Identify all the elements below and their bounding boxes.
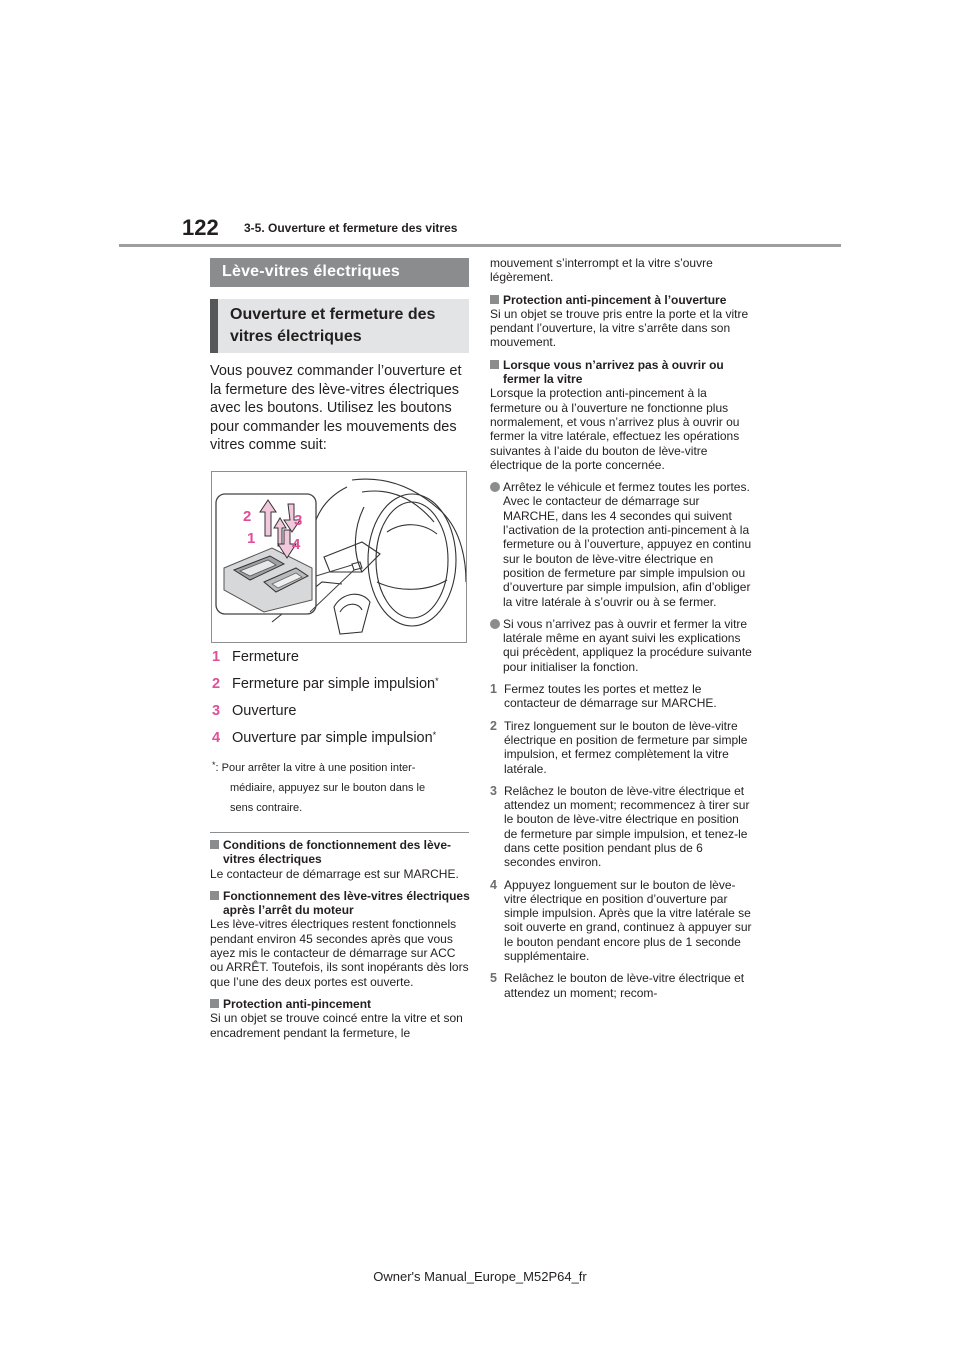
note-title: Protection anti-pincement — [210, 997, 470, 1011]
legend-number: 2 — [212, 676, 221, 692]
figure-label-2: 2 — [243, 508, 252, 525]
legend-text: Fermeture par simple impulsion — [232, 676, 436, 692]
step-text: Relâchez le bouton de lève-vitre électrique et attendez un moment; recom- — [504, 971, 745, 1000]
subheading-box — [210, 299, 469, 353]
step-number: 3 — [490, 783, 497, 798]
bullet-item — [490, 480, 752, 609]
note-body: Le contacteur de démarrage est sur MARCHE. — [210, 866, 459, 881]
note-title: Conditions de fonctionnement des lève-vitres électriques — [210, 838, 470, 867]
figure-label-4: 4 — [292, 536, 301, 553]
footnote-star: * — [435, 676, 439, 686]
legend-item — [212, 730, 472, 757]
bullet-dot — [490, 619, 500, 629]
header-rule — [119, 244, 841, 247]
page-footer: Owner's Manual_Europe_M52P64_fr — [373, 1269, 587, 1284]
legend-item — [212, 649, 472, 676]
window-switch-illustration — [211, 471, 467, 643]
bullet-dot — [490, 482, 500, 492]
footnote — [212, 758, 474, 818]
subheading-title: Ouverture et fermeture des vitres électriques — [230, 306, 436, 345]
step-number: 4 — [490, 877, 497, 892]
note-body: Les lève-vitres électriques restent fonctionnels pendant environ 45 secondes après que vous ayez mis le contacteur de démarrage sur ACC ou ARRÊT. Toutefois, ils sont inopérants dès lors que l’une des deux portes est ouverte. — [210, 917, 469, 989]
note-title: Fonctionnement des lève-vitres électriques après l’arrêt du moteur — [210, 889, 470, 918]
step-item — [490, 719, 752, 776]
step-item — [490, 971, 752, 1000]
step-number: 2 — [490, 718, 497, 733]
legend-number: 1 — [212, 649, 221, 665]
notes-left-column — [210, 838, 470, 1048]
legend-number: 3 — [212, 703, 221, 719]
footnote-line: médiaire, appuyez sur le bouton dans le — [230, 782, 426, 794]
legend-item — [212, 676, 472, 703]
legend-number: 4 — [212, 730, 221, 746]
step-text: Relâchez le bouton de lève-vitre électrique et attendez un moment; recommencez à tirer sur le bouton de lève-vitre électrique en position de fermeture par simple impulsion, et tenez-le dans cette position pendant plus de 6 secondes environ. — [504, 783, 750, 870]
legend-text: Ouverture par simple impulsion — [232, 730, 433, 746]
intro-paragraph: Vous pouvez commander l’ouverture et la fermeture des lève-vitres électriques avec les boutons. Utilisez les boutons pour commander les mouvements des vitres comme suit: — [210, 363, 462, 454]
note-title: Protection anti-pincement à l’ouverture — [490, 293, 752, 307]
step-item — [490, 784, 752, 870]
running-header: 3-5. Ouverture et fermeture des vitres — [244, 221, 458, 235]
bullet-item — [490, 617, 752, 674]
figure-legend — [212, 649, 472, 757]
page-number: 122 — [182, 215, 219, 240]
figure-label-1: 1 — [247, 530, 256, 547]
heading-bar — [210, 258, 469, 287]
heading-title: Lève-vitres électriques — [222, 263, 401, 280]
step-text: Tirez longuement sur le bouton de lève-vitre électrique en position de fermeture par simple impulsion, et fermez complètement la vitre latérale. — [504, 718, 748, 776]
footnote-star: * — [432, 730, 437, 740]
figure-label-3: 3 — [294, 512, 303, 529]
step-item — [490, 682, 752, 711]
note-body-continued: mouvement s’interrompt et la vitre s’ouvre légèrement. — [490, 256, 713, 285]
step-item — [490, 878, 752, 964]
footnote-line: : Pour arrêter la vitre à une position inter- — [215, 762, 416, 774]
step-text: Appuyez longuement sur le bouton de lève-vitre électrique en position d’ouverture par simple impulsion. Après que la vitre latérale se soit ouverte en grand, continuez à appuyer sur le bouton pendant encore plus de 1 seconde supplémentaire. — [504, 877, 752, 964]
step-number: 1 — [490, 682, 497, 697]
legend-item — [212, 703, 472, 730]
legend-text: Fermeture — [232, 649, 299, 665]
legend-text: Ouverture — [232, 703, 297, 719]
footnote-mark: * — [212, 760, 216, 770]
note-body: Si un objet se trouve pris entre la porte et la vitre pendant l’ouverture, la vitre s’arrête dans son mouvement. — [490, 306, 749, 350]
bullet-text: Arrêtez le véhicule et fermez toutes les portes. Avec le contacteur de démarrage sur MARCHE, dans les 4 secondes qui suivent l’activation de la protection anti-pincement à la fermeture ou à l’ouverture, appuyez en continu sur le bouton de lève-vitre électrique en position de fermeture par simple impulsion ou d’ouverture par simple impulsion, afin d’obliger la vitre latérale à s’ouvrir ou à se fermer. — [503, 480, 752, 609]
step-text: Fermez toutes les portes et mettez le contacteur de démarrage sur MARCHE. — [504, 682, 717, 711]
notes-divider — [210, 832, 469, 833]
footnote-line: sens contraire. — [230, 802, 303, 814]
note-body: Si un objet se trouve coincé entre la vitre et son encadrement pendant la fermeture, le — [210, 1011, 463, 1040]
step-number: 5 — [490, 971, 497, 986]
note-title: Lorsque vous n’arrivez pas à ouvrir ou fermer la vitre — [490, 358, 752, 387]
note-body: Lorsque la protection anti-pincement à la fermeture ou à l’ouverture ne fonctionne plus normalement, et vous n’arrivez plus à ouvrir ou fermer la vitre latérale, effectuez les opérations suivantes à l’aide du bouton de lève-vitre électrique de la porte concernée. — [490, 386, 740, 472]
bullet-text: Si vous n’arrivez pas à ouvrir et fermer la vitre latérale même en ayant suivi les explications qui précèdent, appliquez la procédure suivante pour initialiser la fonction. — [503, 616, 752, 674]
notes-right-column — [490, 256, 752, 1008]
